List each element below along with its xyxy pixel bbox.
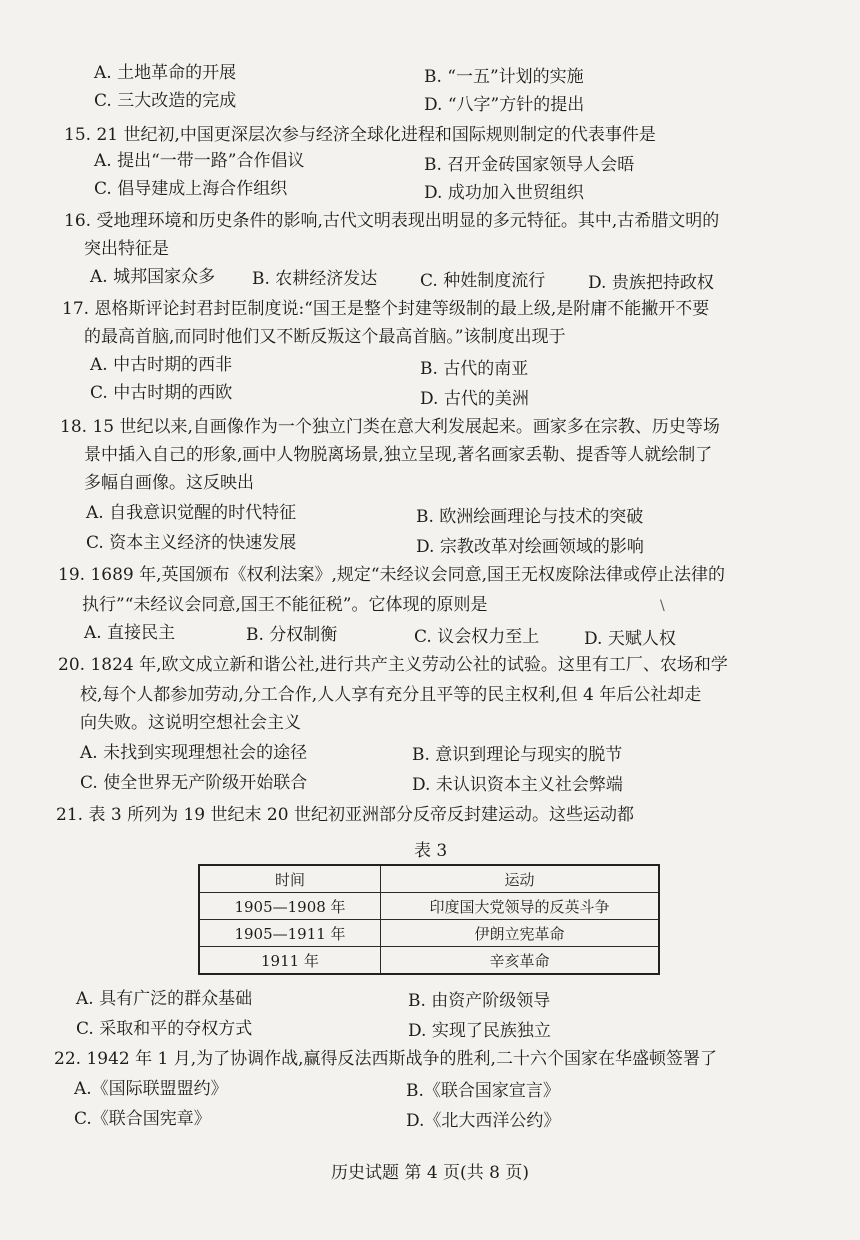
q21-option-b: B. 由资产阶级领导	[408, 991, 551, 1011]
q20-option-a: A. 未找到实现理想社会的途径	[80, 743, 308, 763]
q18-option-b: B. 欧洲绘画理论与技术的突破	[416, 507, 644, 527]
q20-stem-line-1: 20. 1824 年,欧文成立新和谐公社,进行共产主义劳动公社的试验。这里有工厂、农场和学	[58, 655, 728, 675]
q16-stem-line-2: 突出特征是	[84, 239, 169, 259]
q16-option-a: A. 城邦国家众多	[90, 267, 216, 287]
q17-option-b: B. 古代的南亚	[420, 359, 529, 379]
q15-option-c: C. 倡导建成上海合作组织	[94, 179, 288, 199]
table-header-row	[199, 865, 659, 893]
q20-option-b: B. 意识到理论与现实的脱节	[412, 745, 623, 765]
table-header-time: 时间	[199, 865, 381, 893]
q19-option-d: D. 天赋人权	[584, 629, 676, 649]
q14-option-c: C. 三大改造的完成	[94, 91, 237, 111]
q19-stem-line-1: 19. 1689 年,英国颁布《权利法案》,规定“未经议会同意,国王无权废除法律或停止法律的	[58, 565, 726, 585]
table-cell-movement: 辛亥革命	[381, 947, 660, 975]
q14-option-b: B. “一五”计划的实施	[424, 67, 584, 87]
q17-option-d: D. 古代的美洲	[420, 389, 529, 409]
q19-option-b: B. 分权制衡	[246, 625, 338, 645]
q17-stem-line-2: 的最高首脑,而同时他们又不断反叛这个最高首脑。”该制度出现于	[84, 327, 566, 347]
table-cell-movement: 印度国大党领导的反英斗争	[381, 893, 660, 920]
q14-option-d: D. “八字”方针的提出	[424, 95, 585, 115]
q17-stem-line-1: 17. 恩格斯评论封君封臣制度说:“国王是整个封建等级制的最上级,是附庸不能撇开不要	[62, 299, 710, 319]
table-cell-time: 1911 年	[199, 947, 381, 975]
table-3	[198, 864, 660, 975]
q18-stem-line-1: 18. 15 世纪以来,自画像作为一个独立门类在意大利发展起来。画家多在宗教、历史等场	[60, 417, 720, 437]
table-3-title: 表 3	[414, 841, 448, 861]
q21-stem: 21. 表 3 所列为 19 世纪末 20 世纪初亚洲部分反帝反封建运动。这些运动都	[56, 805, 634, 825]
q16-option-d: D. 贵族把持政权	[588, 273, 714, 293]
q18-stem-line-2: 景中插入自己的形象,画中人物脱离场景,独立呈现,著名画家丢勒、提香等人就绘制了	[84, 445, 713, 465]
q21-option-a: A. 具有广泛的群众基础	[76, 989, 253, 1009]
page-footer: 历史试题 第 4 页(共 8 页)	[331, 1163, 529, 1183]
q15-stem: 15. 21 世纪初,中国更深层次参与经济全球化进程和国际规则制定的代表事件是	[64, 125, 656, 145]
q19-option-c: C. 议会权力至上	[414, 627, 540, 647]
q15-option-a: A. 提出“一带一路”合作倡议	[94, 151, 305, 171]
stray-pen-mark: \	[660, 598, 665, 614]
q17-option-c: C. 中古时期的西欧	[90, 383, 233, 403]
q15-option-b: B. 召开金砖国家领导人会晤	[424, 155, 635, 175]
table-row	[199, 920, 659, 947]
q22-option-d: D.《北大西洋公约》	[406, 1111, 561, 1131]
table-cell-time: 1905—1908 年	[199, 893, 381, 920]
q22-stem: 22. 1942 年 1 月,为了协调作战,赢得反法西斯战争的胜利,二十六个国家在华盛顿签署了	[54, 1049, 717, 1069]
q20-stem-line-2: 校,每个人都参加劳动,分工合作,人人享有充分且平等的民主权利,但 4 年后公社却走	[80, 685, 702, 705]
q16-option-c: C. 种姓制度流行	[420, 271, 546, 291]
q20-option-c: C. 使全世界无产阶级开始联合	[80, 773, 308, 793]
q14-option-a: A. 土地革命的开展	[94, 63, 237, 83]
q16-stem-line-1: 16. 受地理环境和历史条件的影响,古代文明表现出明显的多元特征。其中,古希腊文明的	[64, 211, 720, 231]
q18-option-a: A. 自我意识觉醒的时代特征	[86, 503, 297, 523]
table-row	[199, 947, 659, 975]
q19-option-a: A. 直接民主	[84, 623, 176, 643]
q21-option-c: C. 采取和平的夺权方式	[76, 1019, 253, 1039]
table-row	[199, 893, 659, 920]
q20-stem-line-3: 向失败。这说明空想社会主义	[80, 713, 301, 733]
q17-option-a: A. 中古时期的西非	[90, 355, 233, 375]
q22-option-a: A.《国际联盟盟约》	[74, 1079, 228, 1099]
q20-option-d: D. 未认识资本主义社会弊端	[412, 775, 623, 795]
q21-option-d: D. 实现了民族独立	[408, 1021, 551, 1041]
table-header-movement: 运动	[381, 865, 660, 893]
table-cell-movement: 伊朗立宪革命	[381, 920, 660, 947]
q18-stem-line-3: 多幅自画像。这反映出	[84, 473, 254, 493]
q22-option-c: C.《联合国宪章》	[74, 1109, 211, 1129]
q18-option-c: C. 资本主义经济的快速发展	[86, 533, 297, 553]
q15-option-d: D. 成功加入世贸组织	[424, 183, 584, 203]
q19-stem-line-2: 执行”“未经议会同意,国王不能征税”。它体现的原则是	[82, 595, 488, 615]
q18-option-d: D. 宗教改革对绘画领域的影响	[416, 537, 644, 557]
q22-option-b: B.《联合国家宣言》	[406, 1081, 560, 1101]
table-cell-time: 1905—1911 年	[199, 920, 381, 947]
q16-option-b: B. 农耕经济发达	[252, 269, 378, 289]
